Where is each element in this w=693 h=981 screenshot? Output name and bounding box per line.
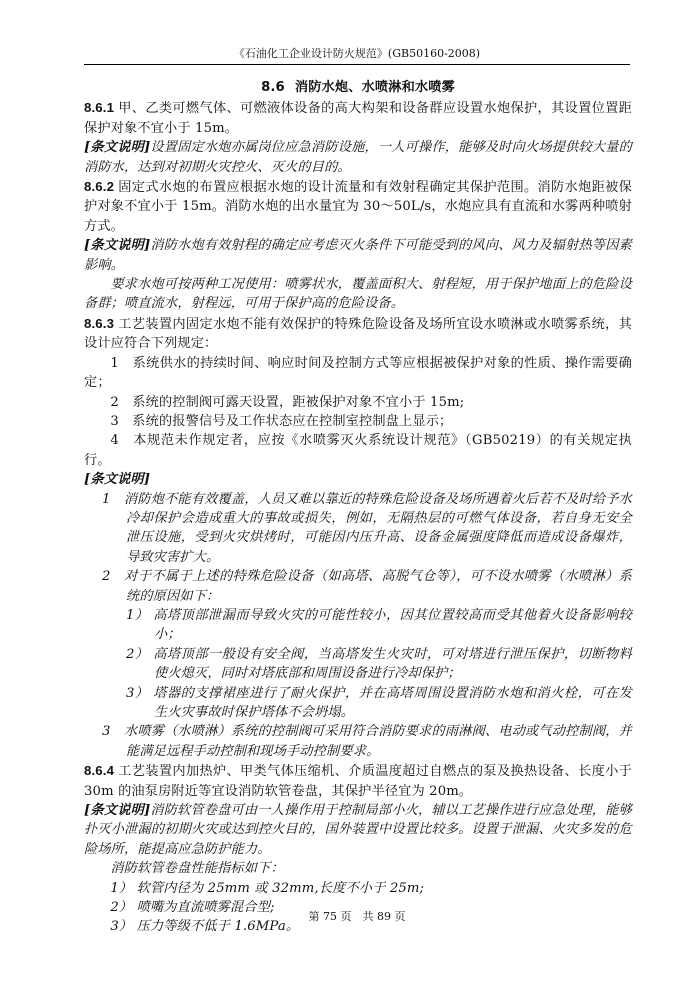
subitem-number: 1）	[126, 607, 149, 623]
note-text: 设置固定水炮亦属岗位应急消防设施，一人可操作，能够及时向火场提供较大量的消防水，达到对初期火灾控火、灭火的目的。	[84, 140, 632, 175]
subitem-text: 塔器的支撑裙座进行了耐火保护，并在高塔周围设置消防水炮和消火栓，可在发生火灾事故时保护塔体不会坍塌。	[153, 685, 632, 720]
note-tag: [条文说明]	[84, 140, 151, 156]
subitem-number: 3）	[126, 685, 149, 701]
note-text: 消防水炮有效射程的确定应考虑灭火条件下可能受到的风向、风力及辐射热等因素影响。	[84, 238, 632, 273]
page-number-footer: 第 75 页 共 89 页	[308, 910, 406, 923]
spec-number: 2）	[110, 900, 133, 916]
note-item-number: 2	[102, 569, 111, 585]
subitem-text: 高塔顶部一般设有安全阀，当高塔发生火灾时，可对塔进行泄压保护，切断物料使火熄灭，同时对塔底部和周围设备进行冷却保护；	[153, 646, 632, 682]
clause-8-6-3	[84, 314, 632, 354]
clause-number: 8.6.1	[84, 100, 115, 116]
list-item: 2 系统的控制阀可露天设置，距被保护对象不宜小于 15m;	[110, 394, 465, 410]
list-item: 3 系统的报警信号及工作状态应在控制室控制盘上显示；	[110, 413, 453, 429]
spec-item	[84, 879, 632, 898]
clause-note	[84, 236, 632, 275]
note-tag: [条文说明]	[84, 472, 151, 488]
clause-text: 甲、乙类可燃气体、可燃液体设备的高大构架和设备群应设置水炮保护，其设置位置距保护对象不宜小于 15m。	[84, 101, 632, 136]
clause-8-6-1	[84, 98, 632, 138]
note-item-text: 消防炮不能有效覆盖，人员又难以靠近的特殊危险设备及场所遇着火后若不及时给予水冷却保护会造成重大的事故或损失，例如，无隔热层的可燃气体设备，若自身无安全泄压设施，受到火灾烘烤时，可能因内压升高、设备金属强度降低而造成设备爆炸，导致灾害扩大。	[123, 491, 632, 565]
clause-number: 8.6.2	[84, 179, 115, 195]
note-text: 消防软管卷盘可由一人操作用于控制局部小火，辅以工艺操作进行应急处理，能够扑灭小泄漏的初期火灾或达到控火目的，国外装置中设置比较多。设置于泄漏、火灾多发的危险场所，能提高应急防护能力。	[84, 803, 632, 857]
note-item-number: 3	[102, 724, 111, 740]
section-heading: 消防水炮、水喷淋和水喷雾	[294, 80, 455, 95]
clause-text: 工艺装置内固定水炮不能有效保护的特殊危险设备及场所宜设水喷淋或水喷雾系统，其设计应符合下列规定：	[84, 316, 632, 352]
spec-text: 软管内径为 25mm 或 32mm,长度不小于 25m;	[136, 880, 425, 896]
clause-text: 工艺装置内加热炉、甲类气体压缩机、介质温度超过自燃点的泵及换热设备、长度小于 30m 的油泵房附近等宜设消防软管卷盘，其保护半径宜为 20m。	[84, 764, 632, 799]
note-item-number: 1	[102, 491, 111, 507]
clause-number: 8.6.3	[84, 315, 115, 331]
header-rule	[84, 64, 630, 65]
clause-note	[84, 470, 632, 489]
note-tag: [条文说明]	[84, 238, 151, 254]
clause-note	[84, 801, 632, 859]
note-item	[84, 490, 632, 568]
note-subitem	[84, 645, 632, 684]
section-title	[84, 78, 632, 97]
subitem-text: 高塔顶部泄漏而导致火灾的可能性较小，因其位置较高而受其他着火设备影响较小；	[153, 607, 632, 643]
spec-text: 压力等级不低于 1.6MPa。	[136, 919, 300, 935]
spec-number: 1）	[110, 880, 133, 896]
section-number: 8.6	[261, 80, 285, 95]
clause-text: 固定式水炮的布置应根据水炮的设计流量和有效射程确定其保护范围。消防水炮距被保护对象不宜小于 15m。消防水炮的出水量宜为 30～50L/s，水炮应具有直流和水雾两种喷射方式。	[84, 180, 632, 234]
clause-8-6-2	[84, 177, 632, 236]
spec-title: 消防软管卷盘性能指标如下：	[110, 861, 284, 877]
clause-number: 8.6.4	[84, 763, 115, 779]
spec-text: 喷嘴为直流喷雾混合型;	[136, 900, 275, 916]
note-item	[84, 722, 632, 761]
note-subitem	[84, 684, 632, 723]
clause-8-6-4	[84, 761, 632, 801]
subitem-number: 2）	[126, 646, 149, 662]
list-item: 4 本规范未作规定者，应按《水喷雾灭火系统设计规范》（GB50219）的有关规定执行。	[84, 433, 632, 468]
list-item: 1 系统供水的持续时间、响应时间及控制方式等应根据被保护对象的性质、操作需要确定；	[84, 355, 632, 391]
note-subitem	[84, 606, 632, 645]
running-header: 《石油化工企业设计防火规范》(GB50160-2008)	[233, 47, 481, 60]
note-paragraph: 要求水炮可按两种工况使用：喷雾状水，覆盖面积大、射程短，用于保护地面上的危险设备群；喷直流水，射程远，可用于保护高的危险设备。	[84, 277, 632, 312]
page-content	[84, 78, 632, 937]
spec-number: 3）	[110, 919, 133, 935]
note-item	[84, 567, 632, 606]
note-item-text: 水喷雾（水喷淋）系统的控制阀可采用符合消防要求的雨淋阀、电动或气动控制阀，并能满足远程手动控制和现场手动控制要求。	[123, 724, 632, 759]
note-item-text: 对于不属于上述的特殊危险设备（如高塔、高脱气仓等），可不设水喷雾（水喷淋）系统的原因如下：	[124, 569, 632, 604]
note-tag: [条文说明]	[84, 803, 151, 819]
clause-note	[84, 138, 632, 177]
